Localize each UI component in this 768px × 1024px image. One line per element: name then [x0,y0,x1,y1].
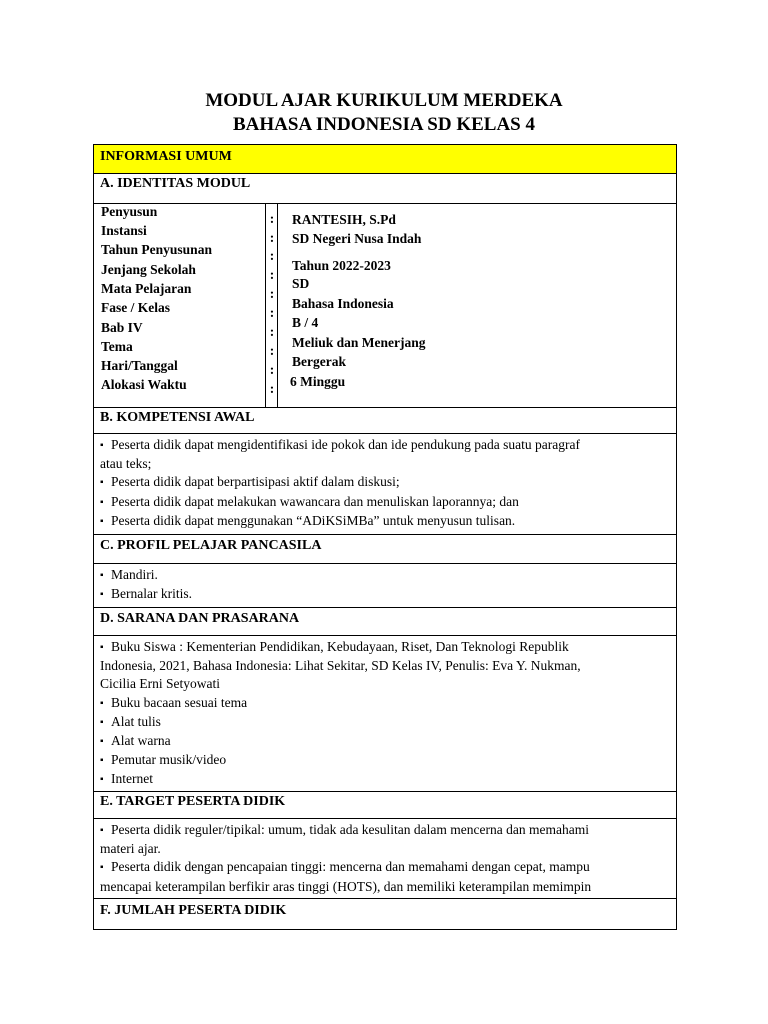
list-item: ▪ Peserta didik dapat mengidentifikasi ide pokok dan ide pendukung pada suatu paragraf [100,436,670,455]
bullet-icon: ▪ [100,825,104,836]
label-jenjang-sekolah: Jenjang Sekolah [101,262,196,277]
module-table [93,144,677,930]
bullet-icon: ▪ [100,697,104,709]
value-mata-pelajaran: Bahasa Indonesia [292,296,394,311]
target-list [94,819,676,899]
bullet-icon: ▪ [100,736,104,748]
section-identitas-modul [94,174,676,204]
value-instansi: SD Negeri Nusa Indah [292,231,422,246]
colon: : [269,286,275,301]
list-item: ▪ Internet [100,770,670,789]
identitas-colon-column [266,204,278,407]
identitas-value-column [278,204,676,407]
list-item-continuation: Cicilia Erni Setyowati [100,676,220,692]
colon: : [269,381,275,396]
list-item: ▪ Alat warna [100,732,670,751]
label-mata-pelajaran: Mata Pelajaran [101,281,192,296]
identitas-table [94,204,676,408]
identitas-label-column [94,204,266,407]
bullet-icon: ▪ [100,642,104,653]
list-item: ▪ Pemutar musik/video [100,751,670,770]
bullet-icon: ▪ [100,589,104,601]
label-tahun-penyusunan: Tahun Penyusunan [101,242,212,257]
list-item: ▪ Mandiri. [100,566,670,585]
section-kompetensi-label: B. KOMPETENSI AWAL [100,410,255,425]
value-tahun: Tahun 2022-2023 [292,258,391,273]
section-identitas-label: A. IDENTITAS MODUL [100,176,251,191]
value-alokasi-waktu: 6 Minggu [290,374,346,389]
value-tema: Bergerak [292,354,346,369]
bullet-icon: ▪ [100,862,104,874]
list-item-continuation: atau teks; [100,456,152,472]
colon: : [269,267,275,282]
label-fase-kelas: Fase / Kelas [101,300,170,315]
list-item: ▪ Peserta didik dengan pencapaian tinggi: mencerna dan memahami dengan cepat, mampu [100,858,670,877]
colon: : [269,248,275,263]
list-item-continuation: Indonesia, 2021, Bahasa Indonesia: Lihat Sekitar, SD Kelas IV, Penulis: Eva Y. Nukman, [100,658,581,674]
document-title-line2: BAHASA INDONESIA SD KELAS 4 [233,114,535,135]
label-hari-tanggal: Hari/Tanggal [101,358,178,373]
section-informasi-umum [94,145,676,174]
value-jenjang: SD [292,276,310,291]
label-penyusun: Penyusun [101,204,158,219]
colon: : [269,211,275,226]
section-profil-pancasila [94,535,676,564]
colon: : [269,362,275,377]
label-tema: Tema [101,339,133,354]
list-item: ▪ Peserta didik dapat melakukan wawancara dan menuliskan laporannya; dan [100,493,670,512]
list-item: ▪ Peserta didik dapat menggunakan “ADiKSiMBa” untuk menyusun tulisan. [100,512,670,531]
bullet-icon: ▪ [100,774,104,786]
section-sarana-label: D. SARANA DAN PRASARANA [100,611,300,626]
value-penyusun: RANTESIH, S.Pd [292,212,396,227]
list-item: ▪ Buku Siswa : Kementerian Pendidikan, Kebudayaan, Riset, Dan Teknologi Republik [100,638,670,657]
colon: : [269,343,275,358]
bullet-icon: ▪ [100,755,104,767]
bullet-icon: ▪ [100,716,104,728]
bullet-icon: ▪ [100,477,104,489]
kompetensi-list [94,434,676,535]
value-bab: Meliuk dan Menerjang [292,335,426,350]
list-item: ▪ Peserta didik reguler/tipikal: umum, tidak ada kesulitan dalam mencerna dan memahami [100,821,670,840]
section-sarana-prasarana [94,608,676,636]
list-item: ▪ Buku bacaan sesuai tema [100,694,670,713]
bullet-icon: ▪ [100,570,104,581]
label-alokasi-waktu: Alokasi Waktu [101,377,187,392]
list-item-continuation: mencapai keterampilan berfikir aras tinggi (HOTS), dan memiliki keterampilan memimpin [100,878,592,894]
list-item: ▪ Alat tulis [100,713,670,732]
value-fase-kelas: B / 4 [292,315,319,330]
colon: : [269,230,275,245]
label-instansi: Instansi [101,223,147,238]
colon: : [269,305,275,320]
section-profil-label: C. PROFIL PELAJAR PANCASILA [100,538,322,553]
document-title-line1: MODUL AJAR KURIKULUM MERDEKA [205,90,563,111]
section-jumlah-peserta [94,899,676,929]
section-informasi-umum-label: INFORMASI UMUM [100,149,232,164]
list-item: ▪ Bernalar kritis. [100,585,670,604]
sarana-list [94,636,676,792]
bullet-icon: ▪ [100,440,104,451]
bullet-icon: ▪ [100,496,104,508]
section-target-label: E. TARGET PESERTA DIDIK [100,794,286,809]
section-jumlah-label: F. JUMLAH PESERTA DIDIK [100,903,287,918]
list-item-continuation: materi ajar. [100,841,161,857]
section-target-peserta [94,792,676,819]
profil-list [94,564,676,608]
label-bab: Bab IV [101,320,143,335]
list-item: ▪ Peserta didik dapat berpartisipasi aktif dalam diskusi; [100,473,670,492]
colon: : [269,324,275,339]
section-kompetensi-awal [94,407,676,434]
bullet-icon: ▪ [100,515,104,527]
